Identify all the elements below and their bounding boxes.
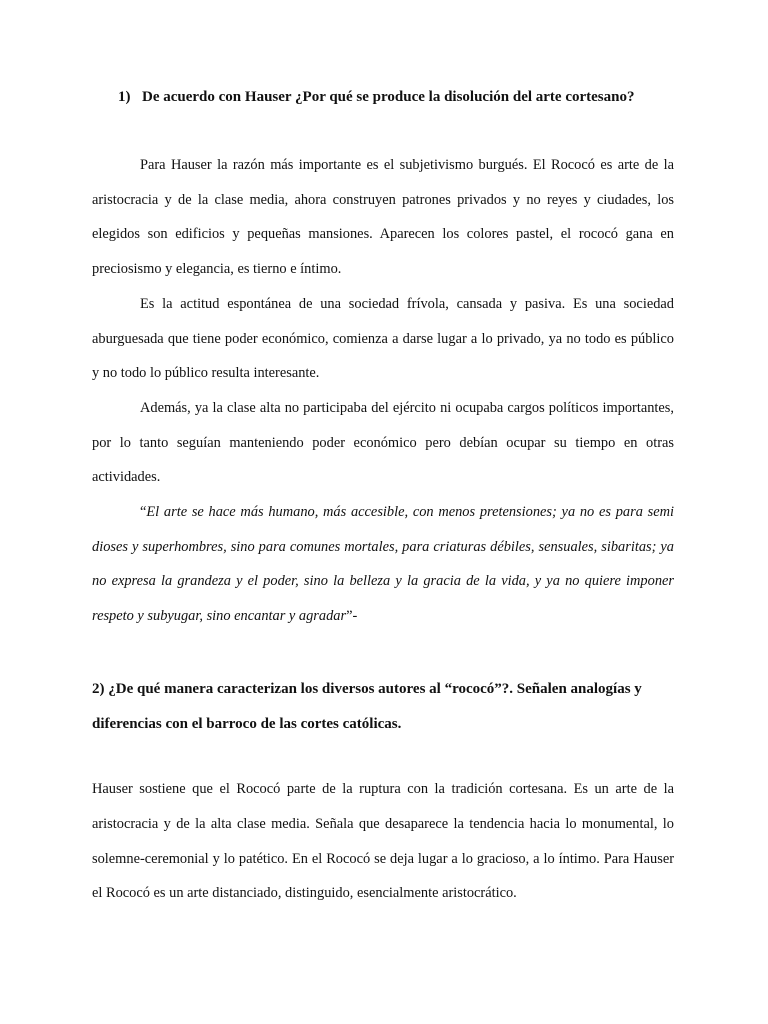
answer-1-paragraph-3: Además, ya la clase alta no participaba del ejército ni ocupaba cargos políticos importantes, por lo tanto seguían manteniendo poder económico pero debían ocupar su tiempo en otras actividades. (92, 400, 674, 486)
answer-2-paragraph-1: Hauser sostiene que el Rococó parte de la ruptura con la tradición cortesana. Es un arte de la aristocracia y de la alta clase media. Señala que desaparece la tendencia hacia lo monumental, lo solemne-ceremonial y lo patético. En el Rococó se deja lugar a lo gracioso, a lo íntimo. Para Hauser el Rococó es un arte distanciado, distinguido, esencialmente aristocrático. (92, 781, 674, 902)
quote-text: El arte se hace más humano, más accesible, con menos pretensiones; ya no es para semi dioses y superhombres, sino para comunes mortales, para criaturas débiles, sensuales, sibaritas; ya no expresa la grandeza y el poder, sino la belleza y la gracia de la vida, y ya no quiere imponer respeto y subyugar, sino encantar y agradar (92, 504, 674, 624)
question-1-text: De acuerdo con Hauser ¿Por qué se produce la disolución del arte cortesano? (142, 89, 635, 105)
question-1-heading (118, 86, 718, 108)
answer-1-paragraph-1: Para Hauser la razón más importante es el subjetivismo burgués. El Rococó es arte de la aristocracia y de la clase media, ahora construyen patrones privados y no reyes y ciudades, los elegidos son edificios y pequeñas mansiones. Aparecen los colores pastel, el rococó gana en preciosismo y elegancia, es tierno e íntimo. (92, 157, 674, 277)
quote-open-mark: “ (140, 504, 147, 520)
answer-1-quote (92, 495, 674, 633)
answer-1-paragraph-2: Es la actitud espontánea de una sociedad frívola, cansada y pasiva. Es una sociedad aburguesada que tiene poder económico, comienza a darse lugar a lo privado, ya no todo es público y no todo lo público resulta interesante. (92, 296, 674, 382)
question-2-heading: 2) ¿De qué manera caracterizan los diversos autores al “rococó”?. Señalen analogías y diferencias con el barroco de las cortes católicas. (92, 681, 642, 732)
question-1-number: 1) (118, 89, 131, 105)
quote-close-mark: ”- (346, 607, 358, 624)
